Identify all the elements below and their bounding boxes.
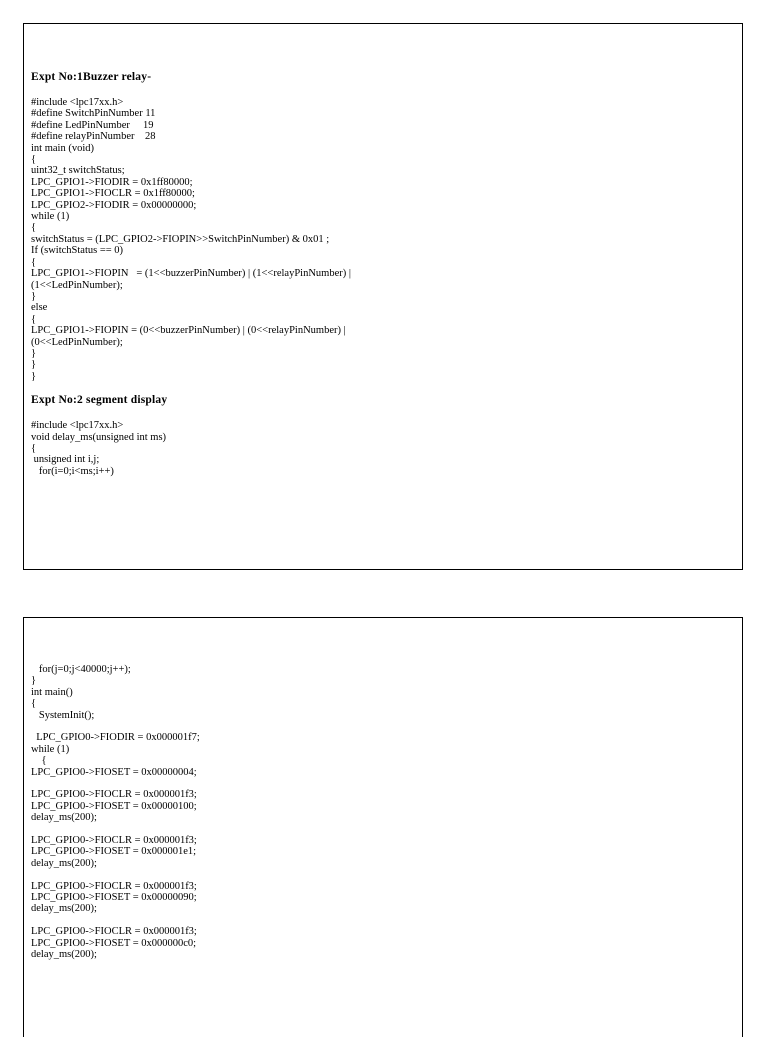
blank-line <box>31 778 735 789</box>
page-1-content <box>31 70 735 477</box>
code-line: int main (void) <box>31 142 94 154</box>
blank-line <box>31 915 735 926</box>
code-line: uint32_t switchStatus; <box>31 165 125 177</box>
code-line: int main() <box>31 686 73 698</box>
code-line: unsigned int i,j; <box>31 454 100 466</box>
code-line: LPC_GPIO1->FIOCLR = 0x1ff80000; <box>31 188 195 200</box>
code-line: void delay_ms(unsigned int ms) <box>31 431 167 443</box>
code-line: else <box>31 302 48 314</box>
code-line: { <box>31 222 37 234</box>
expt-1-heading: Expt No:1Buzzer relay- <box>31 71 152 83</box>
document-page-1 <box>23 23 743 570</box>
code-line: while (1) <box>31 743 70 755</box>
code-line: } <box>31 347 37 359</box>
code-line: for(i=0;i<ms;i++) <box>31 465 114 477</box>
code-line: #include <lpc17xx.h> <box>31 420 124 432</box>
code-line: #include <lpc17xx.h> <box>31 97 124 108</box>
blank-line <box>31 721 735 732</box>
code-line: while (1) <box>31 211 70 223</box>
code-line: switchStatus = (LPC_GPIO2->FIOPIN>>SwitchPinNumber) & 0x01 ; <box>31 233 330 245</box>
code-line: { <box>31 313 37 325</box>
code-line: { <box>31 755 47 767</box>
blank-line <box>31 824 735 835</box>
code-line: { <box>31 698 37 710</box>
code-line: } <box>31 370 37 382</box>
code-line: LPC_GPIO0->FIOSET = 0x00000100; <box>31 800 197 812</box>
code-line: LPC_GPIO0->FIOSET = 0x00000004; <box>31 766 197 778</box>
code-line: #define LedPinNumber 19 <box>31 119 154 131</box>
code-line: (0<<LedPinNumber); <box>31 336 123 348</box>
code-line: LPC_GPIO2->FIODIR = 0x00000000; <box>31 199 197 211</box>
code-line: delay_ms(200); <box>31 903 97 915</box>
code-line: { <box>31 442 37 454</box>
code-line: LPC_GPIO0->FIODIR = 0x000001f7; <box>31 732 200 744</box>
expt-2-code-continued <box>31 664 735 960</box>
code-line: } <box>31 359 37 371</box>
blank-line <box>31 869 735 880</box>
code-line: LPC_GPIO0->FIOCLR = 0x000001f3; <box>31 926 197 938</box>
expt-2-heading: Expt No:2 segment display <box>31 394 168 407</box>
code-line: (1<<LedPinNumber); <box>31 279 123 291</box>
code-line: { <box>31 154 37 166</box>
code-line: } <box>31 675 37 687</box>
expt-2-code <box>31 420 735 477</box>
page-2-content <box>31 664 735 960</box>
code-line: #define SwitchPinNumber 11 <box>31 108 156 120</box>
code-line: LPC_GPIO0->FIOCLR = 0x000001f3; <box>31 835 197 847</box>
code-line: delay_ms(200); <box>31 812 97 824</box>
expt-1-code <box>31 97 735 382</box>
code-line: LPC_GPIO0->FIOCLR = 0x000001f3; <box>31 880 197 892</box>
document-page-2 <box>23 617 743 1037</box>
code-line: { <box>31 256 37 268</box>
code-line: } <box>31 290 37 302</box>
code-line: delay_ms(200); <box>31 857 97 869</box>
code-line: LPC_GPIO0->FIOSET = 0x00000090; <box>31 892 197 904</box>
code-line: #define relayPinNumber 28 <box>31 131 156 143</box>
code-line: If (switchStatus == 0) <box>31 245 124 257</box>
code-line: LPC_GPIO1->FIOPIN = (0<<buzzerPinNumber) | (0<<relayPinNumber) | <box>31 325 346 337</box>
code-line: LPC_GPIO1->FIODIR = 0x1ff80000; <box>31 176 193 188</box>
code-line: LPC_GPIO1->FIOPIN = (1<<buzzerPinNumber) | (1<<relayPinNumber) | <box>31 268 351 280</box>
code-line: LPC_GPIO0->FIOSET = 0x000000c0; <box>31 937 197 949</box>
code-line: for(j=0;j<40000;j++); <box>31 664 131 675</box>
code-line: delay_ms(200); <box>31 949 97 961</box>
code-line: SystemInit(); <box>31 709 95 721</box>
code-line: LPC_GPIO0->FIOSET = 0x000001e1; <box>31 846 197 858</box>
code-line: LPC_GPIO0->FIOCLR = 0x000001f3; <box>31 789 197 801</box>
